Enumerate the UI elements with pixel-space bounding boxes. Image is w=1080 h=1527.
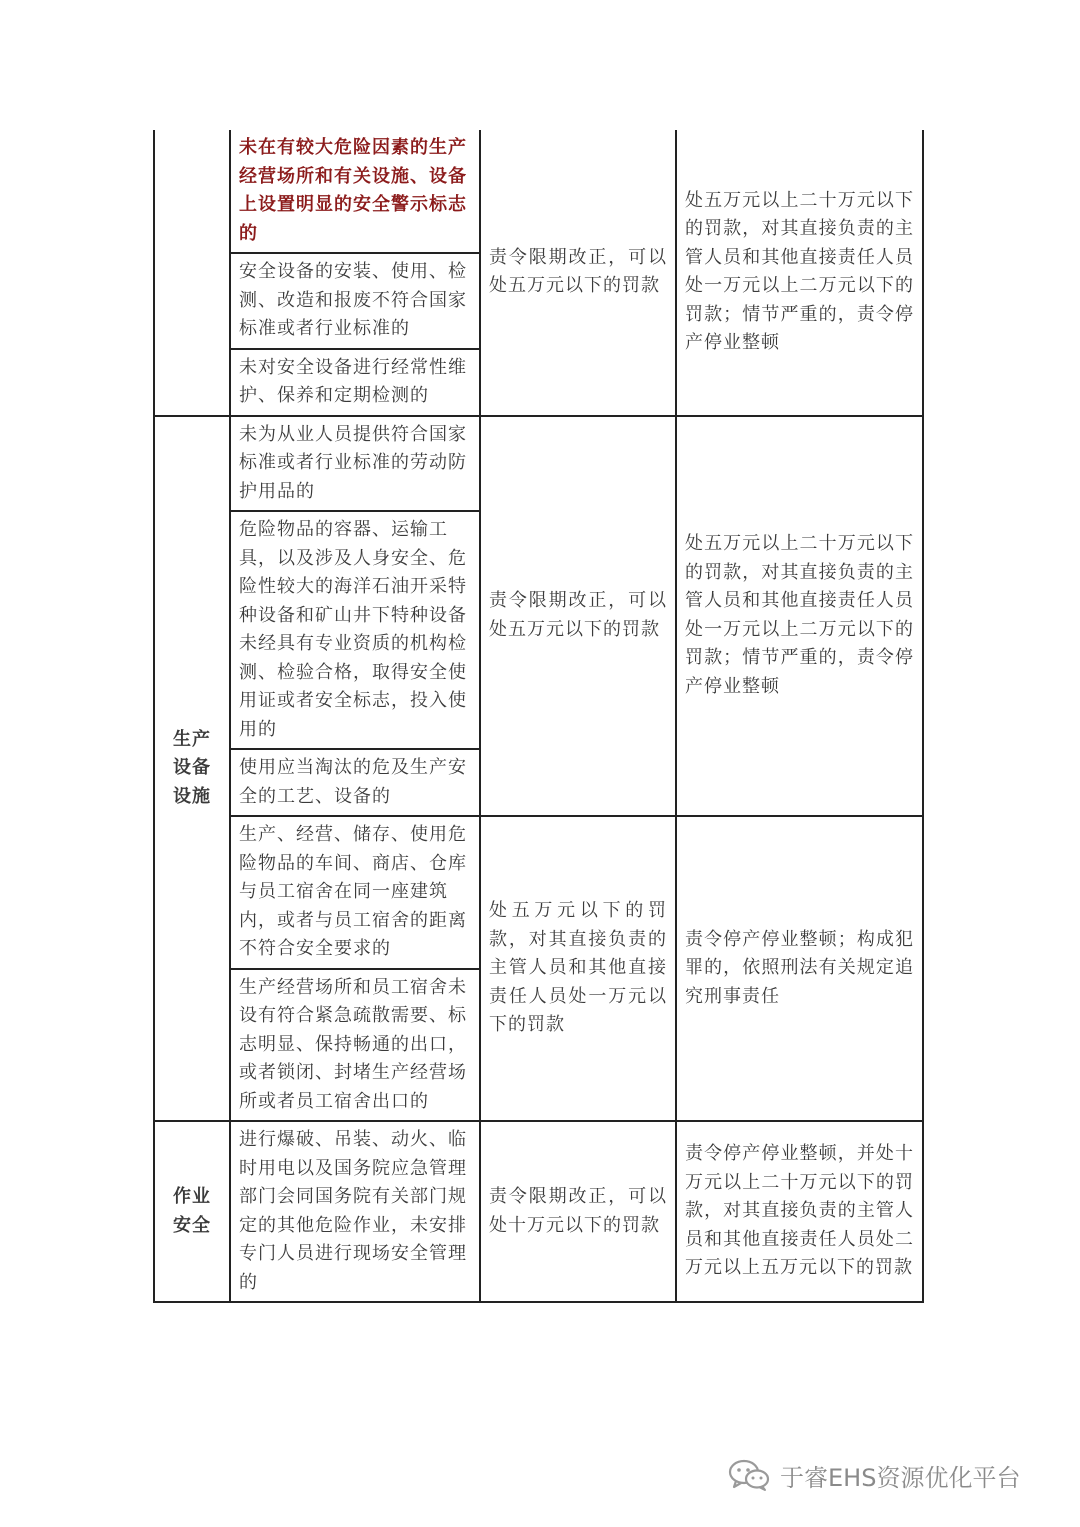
condition-cell-highlight: 未在有较大危险因素的生产经营场所和有关设施、设备上设置明显的安全警示标志的 <box>230 130 480 253</box>
table-row <box>154 1121 923 1302</box>
penalty-cell: 责令限期改正，可以处五万元以下的罚款 <box>480 130 676 416</box>
serious-penalty-cell: 责令停产停业整顿；构成犯罪的，依照刑法有关规定追究刑事责任 <box>676 816 923 1121</box>
penalty-cell: 责令限期改正，可以处十万元以下的罚款 <box>480 1121 676 1302</box>
category-line: 作业 <box>173 1186 211 1207</box>
penalty-cell: 责令限期改正，可以处五万元以下的罚款 <box>480 416 676 817</box>
table-row <box>154 816 923 969</box>
table-row <box>154 130 923 253</box>
condition-cell: 使用应当淘汰的危及生产安全的工艺、设备的 <box>230 749 480 816</box>
condition-cell: 进行爆破、吊装、动火、临时用电以及国务院应急管理部门会同国务院有关部门规定的其他危险作业，未安排专门人员进行现场安全管理的 <box>230 1121 480 1302</box>
category-line: 生产 <box>173 728 211 750</box>
condition-cell: 未对安全设备进行经常性维护、保养和定期检测的 <box>230 349 480 416</box>
serious-penalty-cell: 处五万元以上二十万元以下的罚款，对其直接负责的主管人员和其他直接责任人员处一万元以上二万元以下的罚款；情节严重的，责令停产停业整顿 <box>676 416 923 817</box>
condition-cell: 安全设备的安装、使用、检测、改造和报废不符合国家标准或者行业标准的 <box>230 253 480 349</box>
table-row <box>154 416 923 512</box>
condition-cell: 危险物品的容器、运输工具，以及涉及人身安全、危险性较大的海洋石油开采特种设备和矿山井下特种设备未经具有专业资质的机构检测、检验合格，取得安全使用证或者安全标志，投入使用的 <box>230 511 480 749</box>
category-cell-production-equipment <box>154 416 230 1122</box>
category-cell-empty <box>154 130 230 416</box>
category-cell-operation-safety <box>154 1121 230 1302</box>
condition-cell: 未为从业人员提供符合国家标准或者行业标准的劳动防护用品的 <box>230 416 480 512</box>
serious-penalty-cell: 责令停产停业整顿，并处十万元以上二十万元以下的罚款，对其直接负责的主管人员和其他直接责任人员处二万元以上五万元以下的罚款 <box>676 1121 923 1302</box>
serious-penalty-cell: 处五万元以上二十万元以下的罚款，对其直接负责的主管人员和其他直接责任人员处一万元以上二万元以下的罚款；情节严重的，责令停产停业整顿 <box>676 130 923 416</box>
penalty-cell: 处五万元以下的罚款，对其直接负责的主管人员和其他直接责任人员处一万元以下的罚款 <box>480 816 676 1121</box>
watermark <box>728 1455 1020 1495</box>
condition-cell: 生产、经营、储存、使用危险物品的车间、商店、仓库与员工宿舍在同一座建筑内，或者与员工宿舍的距离不符合安全要求的 <box>230 816 480 969</box>
category-line: 安全 <box>173 1214 211 1236</box>
category-line: 设备 <box>173 757 211 778</box>
watermark-text: 于睿EHS资源优化平台 <box>780 1463 1021 1492</box>
condition-cell: 生产经营场所和员工宿舍未设有符合紧急疏散需要、标志明显、保持畅通的出口，或者锁闭、封堵生产经营场所或者员工宿舍出口的 <box>230 969 480 1122</box>
category-line: 设施 <box>173 785 211 807</box>
penalty-table <box>153 130 924 1303</box>
wechat-icon <box>728 1458 770 1492</box>
